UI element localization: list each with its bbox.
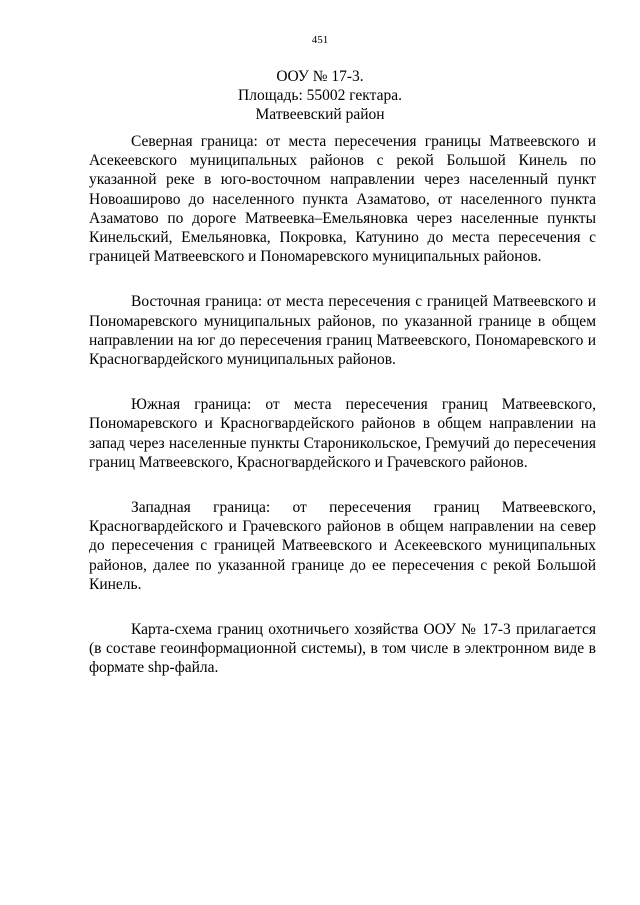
document-header	[0, 67, 640, 124]
west-boundary-paragraph: Западная граница: от пересечения границ Матвеевского, Красногвардейского и Грачевского районов в общем направлении на север до пересечения с границей Матвеевского и Асекеевского муниципальных районов, далее по указанной границе до ее пересечения с рекой Большой Кинель.	[89, 499, 596, 593]
hunting-area-title: ООУ № 17-3.	[276, 68, 364, 85]
district-name: Матвеевский район	[255, 106, 385, 123]
map-scheme-paragraph: Карта-схема границ охотничьего хозяйства ООУ № 17-3 прилагается (в составе геоинформационной системы), в том числе в электронном виде в формате shp-файла.	[89, 621, 596, 677]
page-number: 451	[311, 34, 329, 46]
south-boundary-paragraph: Южная граница: от места пересечения границ Матвеевского, Пономаревского и Красногвардейского районов в общем направлении на запад через населенные пункты Староникольское, Гремучий до пересечения границ Матвеевского, Красногвардейского и Грачевского районов.	[89, 396, 596, 471]
north-boundary-paragraph: Северная граница: от места пересечения границы Матвеевского и Асекеевского муниципальных районов с рекой Большой Кинель по указанной реке в юго-восточном направлении через населенный пункт Новоаширово до населенного пункта Азаматово, от населенного пункта Азаматово по дороге Матвеевка–Емельяновка через населенные пункты Кинельский, Емельяновка, Покровка, Катунино до места пересечения с границей Матвеевского и Пономаревского муниципальных районов.	[89, 133, 596, 266]
document-body	[89, 132, 596, 704]
east-boundary-paragraph: Восточная граница: от места пересечения с границей Матвеевского и Пономаревского муниципальных районов, по указанной границе в общем направлении на юг до пересечения границ Матвеевского, Пономаревского и Красногвардейского муниципальных районов.	[89, 293, 596, 369]
area-size: Площадь: 55002 гектара.	[238, 87, 402, 104]
